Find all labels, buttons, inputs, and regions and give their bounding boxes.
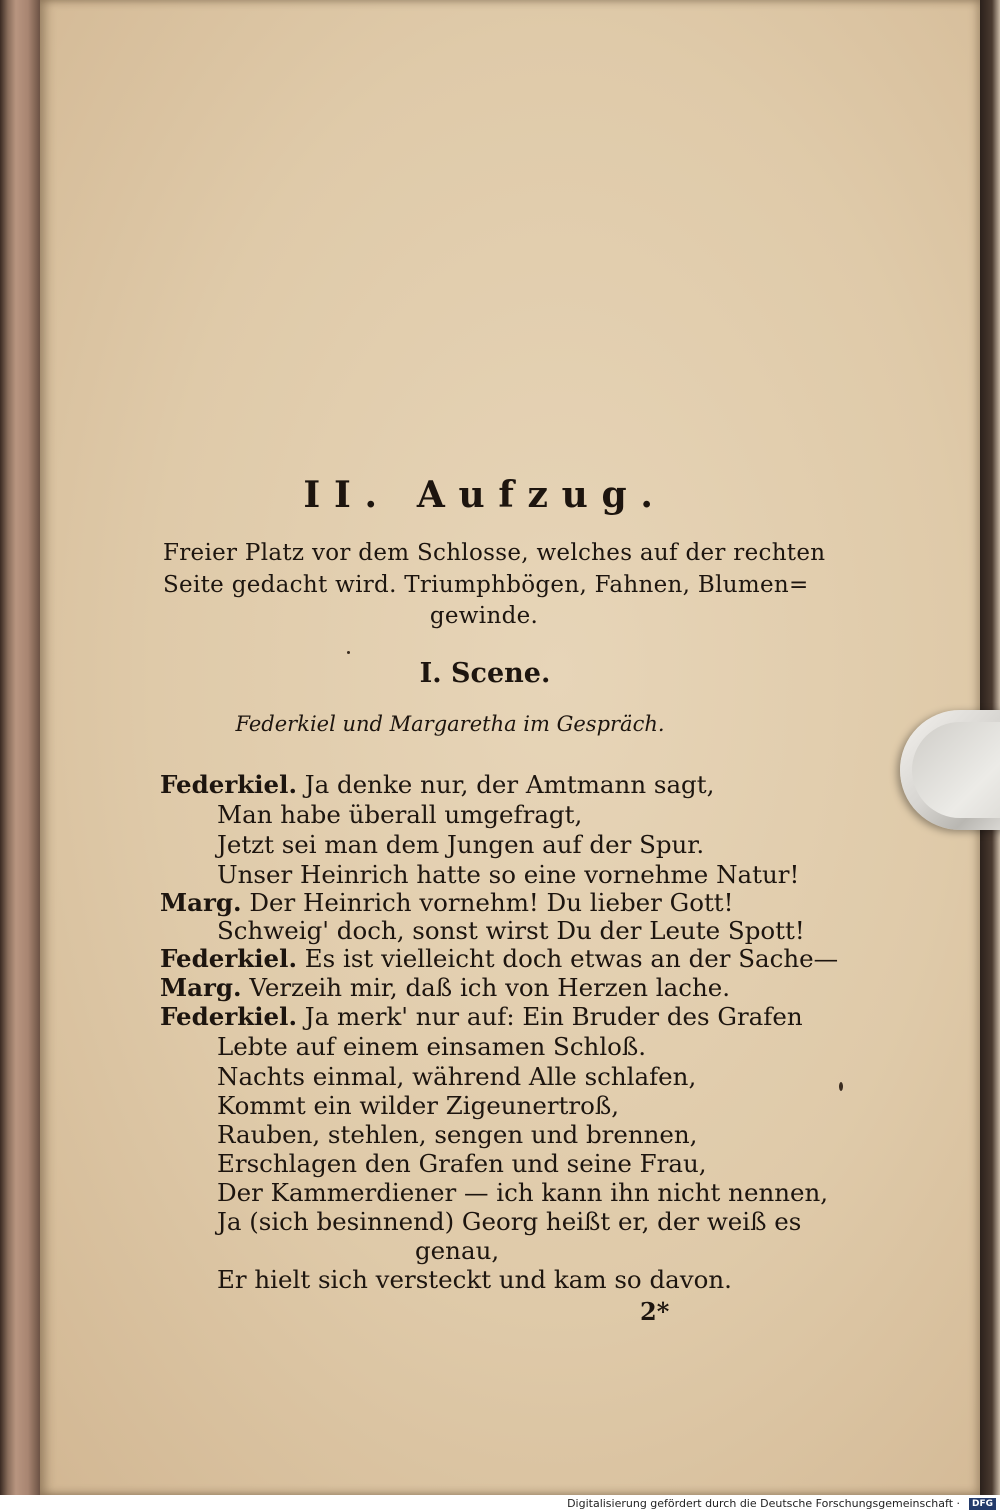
dialogue-line (160, 944, 838, 973)
verse-text: Verzeih mir, daß ich von Herzen lache. (249, 973, 731, 1002)
dialogue-line: Man habe überall umgefragt, (217, 800, 583, 829)
scanner-clip-highlight (912, 722, 1000, 818)
dialogue-line: Ja (sich besinnend) Georg heißt er, der weiß es (217, 1207, 802, 1236)
scene-persons: Federkiel und Margaretha im Gespräch. (235, 712, 665, 736)
dialogue-line: Rauben, stehlen, sengen und brennen, (217, 1120, 698, 1149)
footer-credit: Digitalisierung gefördert durch die Deutsche Forschungsgemeinschaft · (567, 1497, 960, 1510)
speaker-name: Marg. (160, 888, 242, 917)
stage-direction-line: Seite gedacht wird. Triumphbögen, Fahnen, Blumen= (163, 572, 809, 598)
dialogue-line (160, 888, 733, 917)
speaker-name: Marg. (160, 973, 242, 1002)
dfg-logo: DFG (969, 1498, 996, 1510)
speaker-name: Federkiel. (160, 1002, 297, 1031)
dialogue-line: Unser Heinrich hatte so eine vornehme Natur! (217, 860, 800, 889)
verse-text: Der Heinrich vornehm! Du lieber Gott! (249, 888, 734, 917)
dialogue-line (160, 973, 730, 1002)
dialogue-line: Lebte auf einem einsamen Schloß. (217, 1032, 647, 1061)
dialogue-line (160, 1002, 803, 1031)
dialogue-line: Nachts einmal, während Alle schlafen, (217, 1062, 697, 1091)
signature-mark: 2* (640, 1297, 670, 1326)
dialogue-line: Kommt ein wilder Zigeunertroß, (217, 1091, 619, 1120)
stage-direction-line: gewinde. (429, 603, 539, 629)
ink-speck (347, 651, 350, 654)
verse-text: Es ist vielleicht doch etwas an der Sache— (304, 944, 839, 973)
stage-direction-line: Freier Platz vor dem Schlosse, welches auf der rechten (163, 540, 826, 566)
verse-text: Ja denke nur, der Amtmann sagt, (304, 770, 715, 799)
scene-title: I. Scene. (419, 658, 551, 689)
speaker-name: Federkiel. (160, 770, 297, 799)
dialogue-line: genau, (415, 1236, 500, 1265)
ink-speck (839, 1082, 843, 1091)
dialogue-line: Jetzt sei man dem Jungen auf der Spur. (217, 830, 705, 859)
dialogue-line (160, 770, 714, 799)
dialogue-line: Erschlagen den Grafen und seine Frau, (217, 1149, 707, 1178)
book-cover-edge (0, 0, 40, 1495)
dialogue-line: Der Kammerdiener — ich kann ihn nicht nennen, (217, 1178, 829, 1207)
act-heading: II. Aufzug. (303, 474, 667, 516)
verse-text: Ja merk' nur auf: Ein Bruder des Grafen (304, 1002, 803, 1031)
dialogue-line: Er hielt sich versteckt und kam so davon. (217, 1265, 732, 1294)
speaker-name: Federkiel. (160, 944, 297, 973)
dialogue-line: Schweig' doch, sonst wirst Du der Leute Spott! (217, 916, 805, 945)
